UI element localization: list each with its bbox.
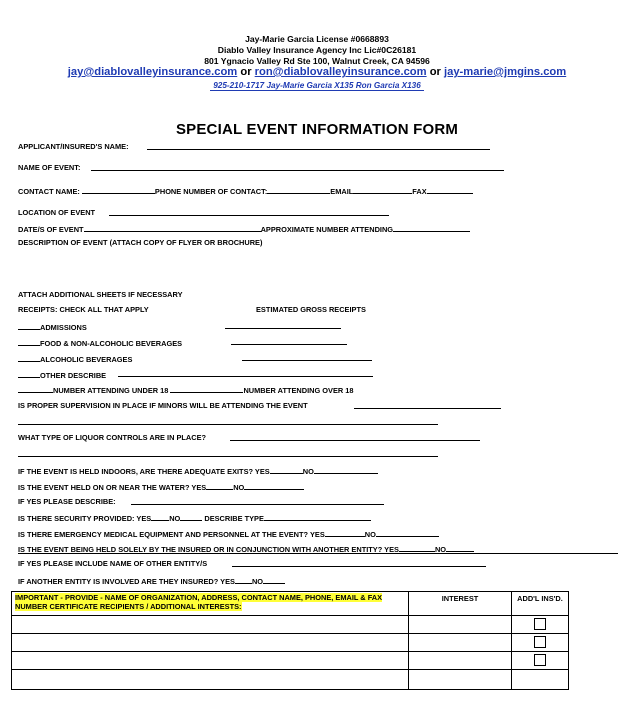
other-entity-blank[interactable] <box>232 566 486 567</box>
contact-name-blank[interactable] <box>82 185 155 194</box>
table-row <box>12 670 569 690</box>
addl-insured-checkbox[interactable] <box>534 618 546 630</box>
interest-cell[interactable] <box>409 652 512 670</box>
other-insured-row: IF ANOTHER ENTITY IS INVOLVED ARE THEY INSURED? YES NO <box>18 575 285 586</box>
email-link-ron[interactable]: ron@diablovalleyinsurance.com <box>254 66 427 78</box>
addl-cell <box>512 652 569 670</box>
supervision-blank[interactable] <box>354 408 501 409</box>
addl-cell <box>512 670 569 690</box>
fax-blank[interactable] <box>427 185 473 194</box>
addl-cell <box>512 616 569 634</box>
medical-row: IS THERE EMERGENCY MEDICAL EQUIPMENT AND PERSONNEL AT THE EVENT? YES NO <box>18 528 439 539</box>
important-note: IMPORTANT - PROVIDE - NAME OF ORGANIZATION, ADDRESS, CONTACT NAME, PHONE, EMAIL & FAX NUMBER CERTIFICATE RECIPIENTS / ADDITIONAL INTERESTS: <box>15 593 383 611</box>
security-type-blank[interactable] <box>264 512 371 521</box>
solely-no-blank[interactable] <box>446 543 474 552</box>
table-row <box>12 634 569 652</box>
medical-yes-blank[interactable] <box>325 528 365 537</box>
receipts-label: RECEIPTS: CHECK ALL THAT APPLY <box>18 305 149 314</box>
other-insured-no-blank[interactable] <box>263 575 285 584</box>
other-check[interactable] <box>18 369 40 378</box>
addl-cell <box>512 634 569 652</box>
applicant-blank[interactable] <box>147 149 490 150</box>
recipient-cell[interactable] <box>12 634 409 652</box>
alcohol-check[interactable] <box>18 353 40 362</box>
table-row <box>12 616 569 634</box>
event-name-blank[interactable] <box>91 170 504 171</box>
addl-insured-checkbox[interactable] <box>534 654 546 666</box>
other-describe-blank[interactable] <box>118 376 373 377</box>
describe-label: IF YES PLEASE DESCRIBE: <box>18 497 116 506</box>
security-yes-blank[interactable] <box>151 512 169 521</box>
agent-license: Jay-Marie Garcia License #0668893 <box>245 34 389 44</box>
applicant-label: APPLICANT/INSURED'S NAME: <box>18 142 129 151</box>
email-link-jay[interactable]: jay@diablovalleyinsurance.com <box>67 66 238 78</box>
location-blank[interactable] <box>109 215 389 216</box>
solely-yes-blank[interactable] <box>399 543 435 552</box>
admissions-row: ADMISSIONS <box>18 321 87 332</box>
security-row: IS THERE SECURITY PROVIDED: YES NO DESCRIBE TYPE <box>18 512 371 523</box>
contact-phone-blank[interactable] <box>267 185 330 194</box>
food-row: FOOD & NON-ALCOHOLIC BEVERAGES <box>18 337 182 348</box>
medical-no-blank[interactable] <box>376 528 439 537</box>
agency-address: 801 Ygnacio Valley Rd Ste 100, Walnut Creek, CA 94596 <box>204 56 430 66</box>
important-cell <box>12 592 409 616</box>
other-entity-label: IF YES PLEASE INCLUDE NAME OF OTHER ENTITY/S <box>18 559 208 568</box>
location-label: LOCATION OF EVENT <box>18 208 96 217</box>
liquor-label: WHAT TYPE OF LIQUOR CONTROLS ARE IN PLACE? <box>18 433 207 442</box>
describe-blank[interactable] <box>131 504 384 505</box>
interest-cell[interactable] <box>409 670 512 690</box>
attach-sheets-label: ATTACH ADDITIONAL SHEETS IF NECESSARY <box>18 290 183 299</box>
food-amount[interactable] <box>231 344 347 345</box>
dates-blank[interactable] <box>84 223 261 232</box>
contact-row: CONTACT NAME: PHONE NUMBER OF CONTACT: EMAIL FAX <box>18 185 473 196</box>
table-header-row <box>12 592 569 616</box>
security-no-blank[interactable] <box>180 512 202 521</box>
food-check[interactable] <box>18 337 40 346</box>
under18-blank[interactable] <box>18 384 53 393</box>
admissions-check[interactable] <box>18 321 40 330</box>
over18-blank[interactable] <box>170 384 243 393</box>
dates-row: DATE/S OF EVENT APPROXIMATE NUMBER ATTENDING <box>18 223 470 234</box>
approx-attending-blank[interactable] <box>393 223 470 232</box>
additional-interests-table <box>11 591 569 690</box>
alcohol-amount[interactable] <box>242 360 372 361</box>
water-yes-blank[interactable] <box>206 481 233 490</box>
addl-insured-checkbox[interactable] <box>534 636 546 648</box>
water-row: IS THE EVENT HELD ON OR NEAR THE WATER? YES NO <box>18 481 304 492</box>
table-row <box>12 652 569 670</box>
addl-insured-header: ADD'L INS'D. <box>512 592 569 616</box>
agency-name: Diablo Valley Insurance Agency Inc Lic#0C26181 <box>217 45 417 55</box>
admissions-amount[interactable] <box>225 328 341 329</box>
indoors-row: IF THE EVENT IS HELD INDOORS, ARE THERE ADEQUATE EXITS? YES NO <box>18 465 378 476</box>
recipient-cell[interactable] <box>12 670 409 690</box>
email-link-jaymarie[interactable]: jay-marie@jmgins.com <box>444 66 567 78</box>
liquor-blank-2[interactable] <box>18 456 438 457</box>
recipient-cell[interactable] <box>12 616 409 634</box>
recipient-cell[interactable] <box>12 652 409 670</box>
solely-rule <box>18 553 618 554</box>
interest-cell[interactable] <box>409 634 512 652</box>
indoors-yes-blank[interactable] <box>270 465 303 474</box>
indoors-no-blank[interactable] <box>314 465 378 474</box>
email-line: jay@diablovalleyinsurance.com or ron@diablovalleyinsurance.com or jay-marie@jmgins.com <box>67 66 567 78</box>
description-label: DESCRIPTION OF EVENT (ATTACH COPY OF FLYER OR BROCHURE) <box>18 238 263 247</box>
email-blank[interactable] <box>353 185 412 194</box>
phone-line: 925-210-1717 Jay-Marie Garcia X135 Ron Garcia X136 <box>0 81 634 90</box>
form-title: SPECIAL EVENT INFORMATION FORM <box>175 121 459 138</box>
interest-header: INTEREST <box>409 592 512 616</box>
event-name-label: NAME OF EVENT: <box>18 163 81 172</box>
other-row: OTHER DESCRIBE <box>18 369 106 380</box>
supervision-blank-2[interactable] <box>18 424 438 425</box>
liquor-blank[interactable] <box>230 440 480 441</box>
solely-row: IS THE EVENT BEING HELD SOLELY BY THE INSURED OR IN CONJUNCTION WITH ANOTHER ENTITY? YES NO <box>18 543 474 554</box>
gross-receipts-label: ESTIMATED GROSS RECEIPTS <box>256 305 366 314</box>
water-no-blank[interactable] <box>244 481 304 490</box>
attendance-row: NUMBER ATTENDING UNDER 18 NUMBER ATTENDING OVER 18 <box>18 384 354 395</box>
other-insured-yes-blank[interactable] <box>235 575 252 584</box>
interest-cell[interactable] <box>409 616 512 634</box>
alcohol-row: ALCOHOLIC BEVERAGES <box>18 353 132 364</box>
supervision-label: IS PROPER SUPERVISION IN PLACE IF MINORS WILL BE ATTENDING THE EVENT <box>18 401 308 410</box>
